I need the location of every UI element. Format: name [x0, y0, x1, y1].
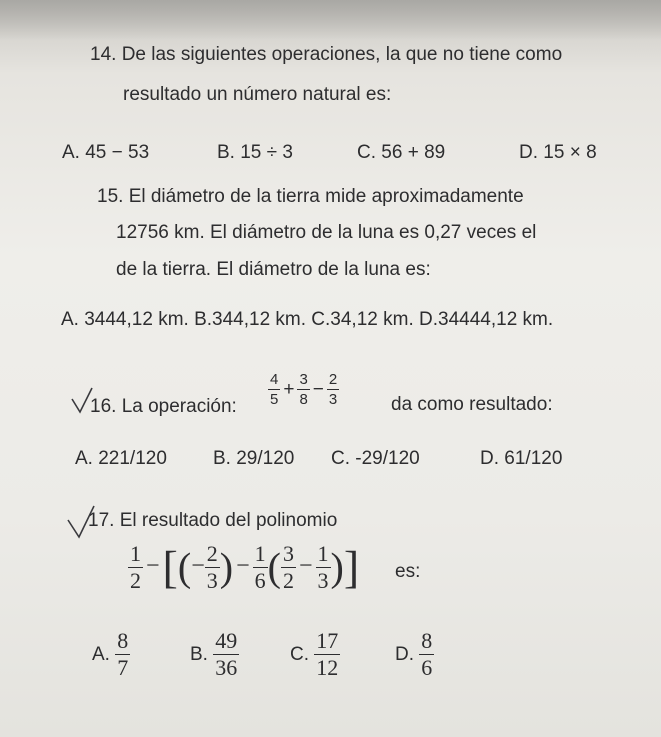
q16-options	[0, 448, 661, 474]
q17-fraction-1: $\frac{1}{2}$	[130, 541, 141, 593]
q16-fraction-2: $\frac{3}{8}$	[299, 371, 308, 408]
q16-option-d: D. 61/120	[480, 448, 563, 469]
q14-options	[0, 142, 661, 168]
q17-fraction-2: $\frac{2}{3}$	[206, 541, 218, 593]
q15-line3: de la tierra. El diámetro de la luna es:	[116, 259, 431, 280]
q14-line1: 14. De las siguientes operaciones, la que no tiene como	[90, 44, 563, 65]
q17-expression: $\frac{1}{2}$ −[(− $\frac{2}{3}$ ) − $\frac{1}{6}$ ( $\frac{3}{2}$ − $\frac{1}{3}$ )]	[130, 541, 360, 593]
q17-options	[0, 620, 661, 690]
q17-option-d: D. $\frac{8}{6}$	[395, 628, 433, 680]
q14-line2: resultado un número natural es:	[123, 84, 392, 105]
q16-option-c: C. -29/120	[331, 448, 420, 469]
q17-fraction-3: $\frac{1}{6}$	[254, 541, 266, 593]
q17-option-a: A. $\frac{8}{7}$	[92, 628, 129, 680]
q14-option-c: C. 56 + 89	[357, 142, 446, 163]
q16-option-b: B. 29/120	[213, 448, 295, 469]
q16-suffix: da como resultado:	[391, 394, 553, 415]
q14-option-b: B. 15 ÷ 3	[217, 142, 293, 163]
q17-suffix: es:	[395, 561, 421, 582]
q17-line1: 17. El resultado del polinomio	[88, 510, 338, 531]
torn-paper-edge	[0, 0, 661, 40]
q17-option-b: B. $\frac{49}{36}$	[190, 628, 238, 680]
q17-fraction-5: $\frac{1}{3}$	[317, 541, 329, 593]
q16-expression: $\frac{4}{5}$ + $\frac{3}{8}$ − $\frac{2}{3}$	[270, 371, 338, 408]
q16-prefix: 16. La operación:	[90, 396, 237, 417]
q14-option-a: A. 45 − 53	[62, 142, 150, 163]
q16-fraction-1: $\frac{4}{5}$	[270, 371, 279, 408]
q14-option-d: D. 15 × 8	[519, 142, 597, 163]
q17-fraction-4: $\frac{3}{2}$	[282, 541, 294, 593]
q15-line1: 15. El diámetro de la tierra mide aproximadamente	[97, 186, 524, 207]
q15-options: A. 3444,12 km. B.344,12 km. C.34,12 km. D.34444,12 km.	[61, 309, 554, 330]
q16-fraction-3: $\frac{2}{3}$	[328, 371, 338, 408]
q17-option-c: C. $\frac{17}{12}$	[290, 628, 339, 680]
q15-line2: 12756 km. El diámetro de la luna es 0,27 veces el	[116, 222, 537, 243]
q16-option-a: A. 221/120	[75, 448, 167, 469]
